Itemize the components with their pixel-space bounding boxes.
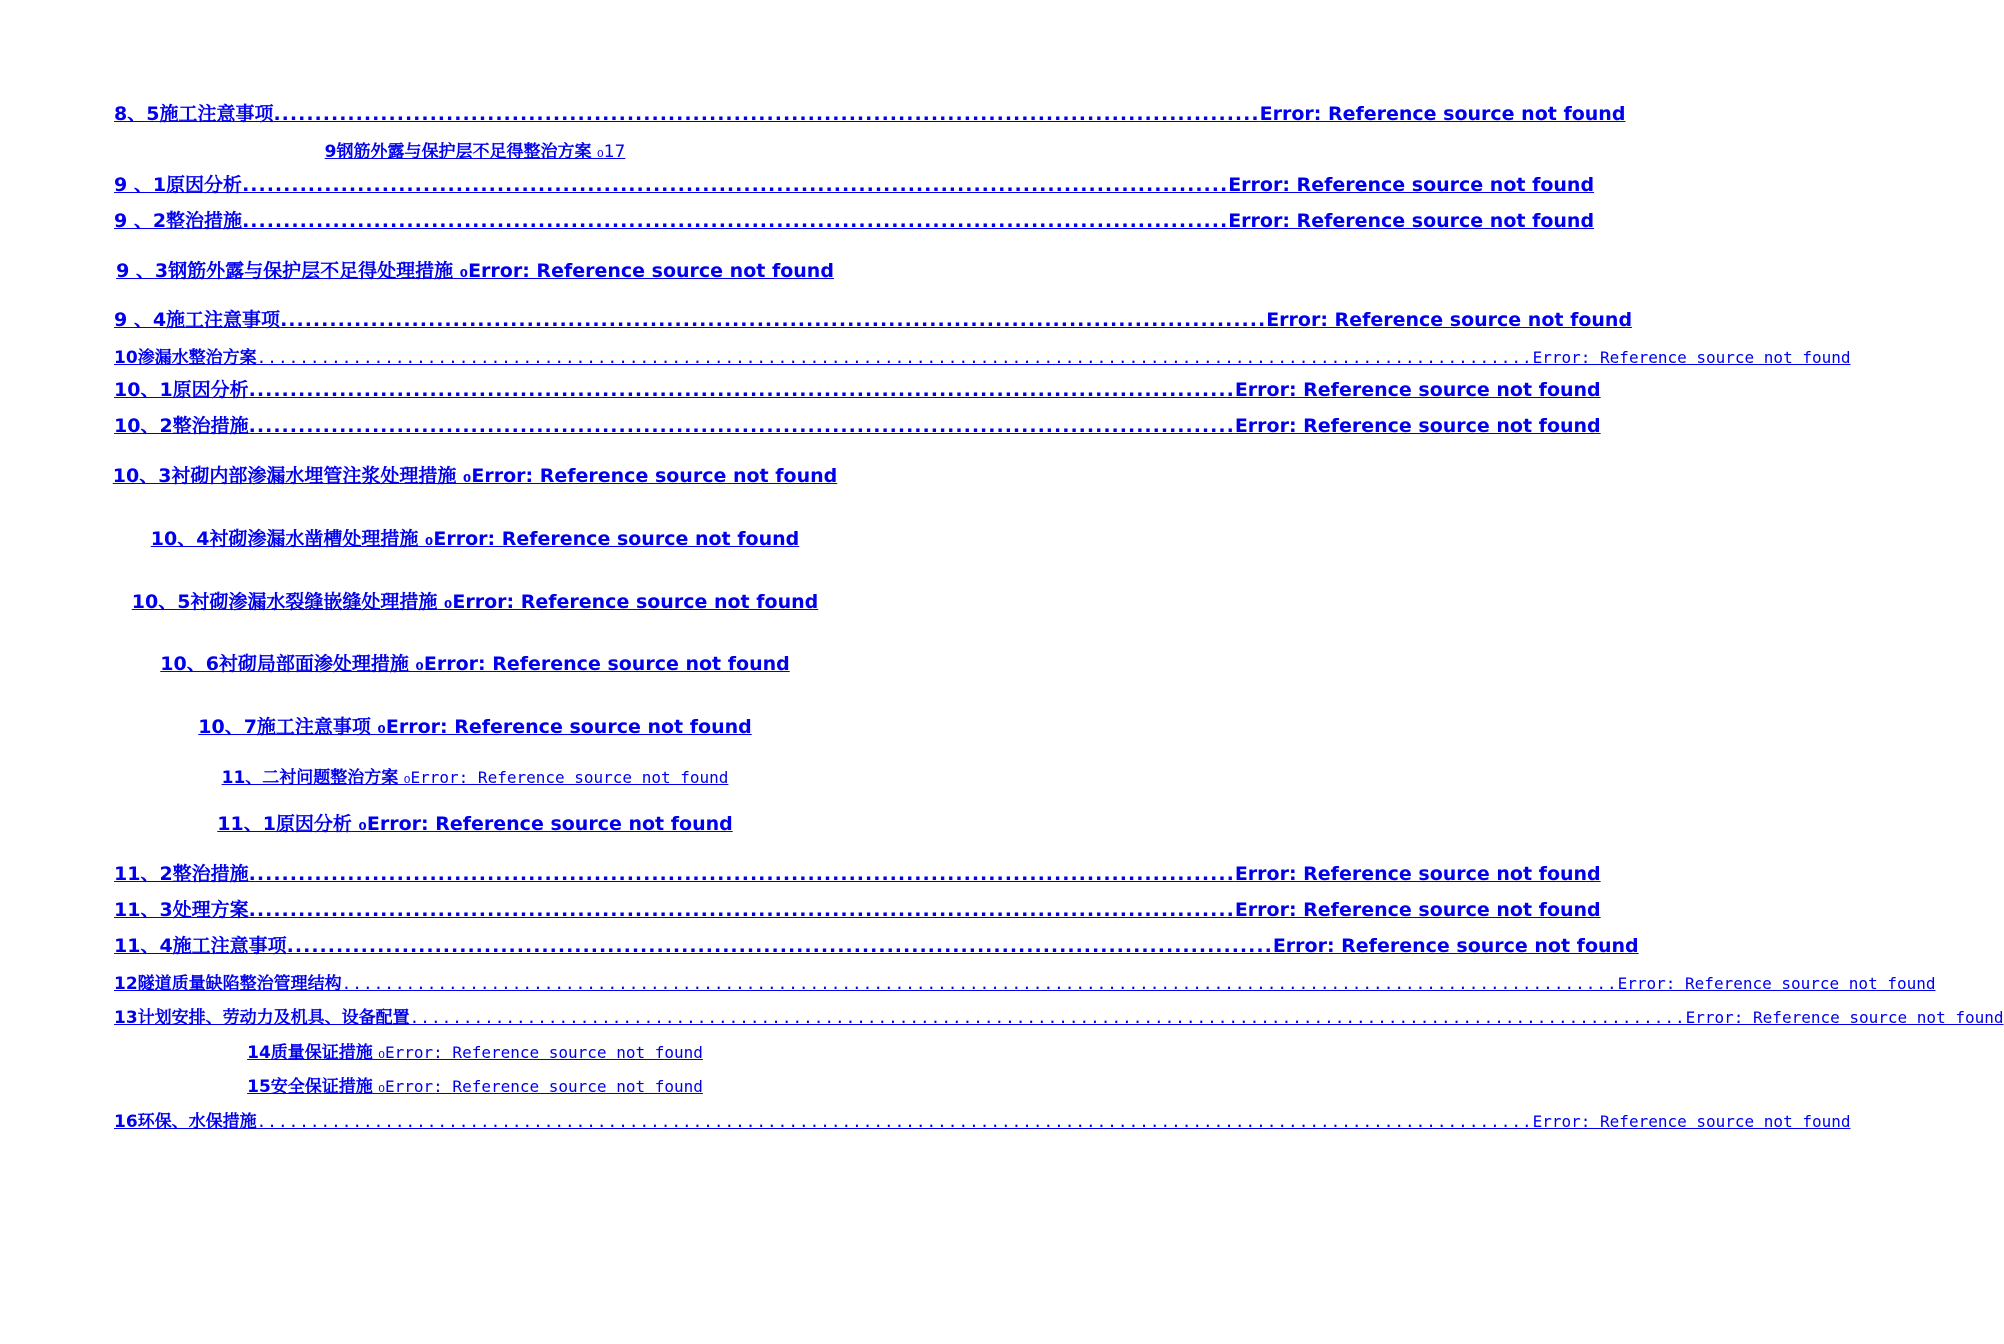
toc-page-ref: Error: Reference source not found [1532,348,1851,367]
toc-entry-label: 10渗漏水整治方案 [114,348,257,368]
toc-leader-dots: ........................................................................................................................ [248,899,1235,921]
toc-leader-dots: ........................................................................................................................ [248,379,1235,401]
toc-entry-9-2[interactable] [114,206,1595,233]
toc-page-ref: Error: Reference source not found [1272,935,1639,957]
toc-entry-10-2[interactable] [114,411,1601,438]
toc-entry-9-4[interactable] [114,305,1633,332]
toc-leader-dots: ........................................................................................................................ [273,103,1260,125]
toc-entry-9[interactable] [0,137,950,162]
toc-entry-label: 10、5衬砌渗漏水裂缝嵌缝处理措施 [131,591,438,613]
toc-entry-13[interactable] [114,1003,2004,1028]
toc-entry-12[interactable] [114,969,1936,994]
toc-entry-10-5[interactable] [0,587,950,614]
toc-page-ref: Error: Reference source not found [452,591,819,613]
toc-entry-11-1[interactable] [0,809,950,836]
toc-page-ref: Error: Reference source not found [468,260,834,282]
toc-leader-dots: ........................................................................................................................ [248,863,1235,885]
toc-page-ref: Error: Reference source not found [471,465,838,487]
toc-entry-label: 10、7施工注意事项 [198,716,371,738]
toc-page-ref: Error: Reference source not found [366,813,733,835]
toc-separator: ₀ [372,1043,385,1063]
toc-page-ref: Error: Reference source not found [433,528,800,550]
toc-page-ref: Error: Reference source not found [385,1077,703,1096]
toc-entry-label: 11、二衬问题整治方案 [221,768,399,788]
toc-entry-11[interactable] [0,763,950,788]
toc-entry-label: 10、4衬砌渗漏水凿槽处理措施 [150,528,419,550]
toc-entry-label: 10、6衬砌局部面渗处理措施 [160,653,409,675]
toc-leader-dots: ........................................................................................................................ [409,1008,1686,1027]
toc-leader-dots: ........................................................................................................................ [248,415,1235,437]
toc-leader-dots: ........................................................................................................................ [242,174,1229,196]
toc-page-ref: Error: Reference source not found [1228,174,1595,196]
toc-entry-9-3[interactable] [0,256,950,283]
toc-leader-dots: ........................................................................................................................ [242,210,1229,232]
toc-leader-dots: ........................................................................................................................ [256,348,1533,367]
toc-page-ref: 17 [603,142,626,162]
toc-separator: ₀ [351,813,367,835]
toc-entry-15[interactable] [0,1072,950,1097]
toc-entry-11-4[interactable] [114,931,1639,958]
toc-page-ref: Error: Reference source not found [1234,863,1601,885]
toc-separator: ₀ [456,465,472,487]
toc-page-ref: Error: Reference source not found [1228,210,1595,232]
toc-page-ref: Error: Reference source not found [385,716,752,738]
toc-separator: ₀ [453,260,469,282]
toc-separator: ₀ [370,716,386,738]
toc-separator: ₀ [398,768,411,788]
toc-page-ref: Error: Reference source not found [1234,379,1601,401]
toc-entry-10[interactable] [114,343,1851,368]
toc-entry-8-5[interactable] [114,99,1626,126]
toc-entry-label: 11、2整治措施 [114,863,249,885]
toc-entry-label: 14质量保证措施 [247,1043,373,1063]
toc-entry-14[interactable] [0,1038,950,1063]
toc-separator: ₀ [408,653,424,675]
toc-entry-9-1[interactable] [114,170,1595,197]
toc-entry-label: 16环保、水保措施 [114,1112,257,1132]
toc-page-ref: Error: Reference source not found [385,1043,703,1062]
toc-entry-label: 12隧道质量缺陷整治管理结构 [114,974,342,994]
toc-leader-dots: ........................................................................................................................ [341,974,1618,993]
toc-entry-label: 9 、1原因分析 [114,174,243,196]
toc-page-ref: Error: Reference source not found [1234,415,1601,437]
toc-entry-label: 11、3处理方案 [114,899,249,921]
toc-entry-11-2[interactable] [114,859,1601,886]
toc-entry-label: 11、1原因分析 [217,813,352,835]
toc-entry-label: 9 、2整治措施 [114,210,243,232]
toc-entry-16[interactable] [114,1107,1851,1132]
toc-separator: ₀ [591,142,604,162]
toc-entry-label: 9 、4施工注意事项 [114,309,281,331]
toc-leader-dots: ........................................................................................................................ [280,309,1267,331]
toc-entry-10-1[interactable] [114,375,1601,402]
toc-leader-dots: ........................................................................................................................ [286,935,1273,957]
toc-page-ref: Error: Reference source not found [1617,974,1936,993]
toc-entry-label: 10、2整治措施 [114,415,249,437]
toc-entry-10-6[interactable] [0,649,950,676]
toc-page-ref: Error: Reference source not found [410,768,729,787]
toc-entry-10-3[interactable] [0,461,950,488]
toc-separator: ₀ [372,1077,385,1097]
toc-entry-label: 10、3衬砌内部渗漏水埋管注浆处理措施 [112,465,457,487]
toc-entry-label: 9 、3钢筋外露与保护层不足得处理措施 [116,260,454,282]
toc-page-ref: Error: Reference source not found [423,653,790,675]
toc-entry-label: 11、4施工注意事项 [114,935,287,957]
toc-separator: ₀ [418,528,434,550]
toc-page-ref: Error: Reference source not found [1234,899,1601,921]
toc-page-ref: Error: Reference source not found [1685,1008,2004,1027]
toc-page-ref: Error: Reference source not found [1259,103,1626,125]
toc-entry-label: 10、1原因分析 [114,379,249,401]
toc-entry-label: 8、5施工注意事项 [114,103,274,125]
toc-page-ref: Error: Reference source not found [1532,1112,1851,1131]
toc-separator: ₀ [437,591,453,613]
toc-entry-10-4[interactable] [0,524,950,551]
toc-entry-label: 15安全保证措施 [247,1077,373,1097]
toc-entry-label: 9钢筋外露与保护层不足得整治方案 [324,142,592,162]
toc-leader-dots: ........................................................................................................................ [256,1112,1533,1131]
toc-entry-11-3[interactable] [114,895,1601,922]
toc-entry-10-7[interactable] [0,712,950,739]
toc-entry-label: 13计划安排、劳动力及机具、设备配置 [114,1008,410,1028]
toc-page-ref: Error: Reference source not found [1266,309,1633,331]
